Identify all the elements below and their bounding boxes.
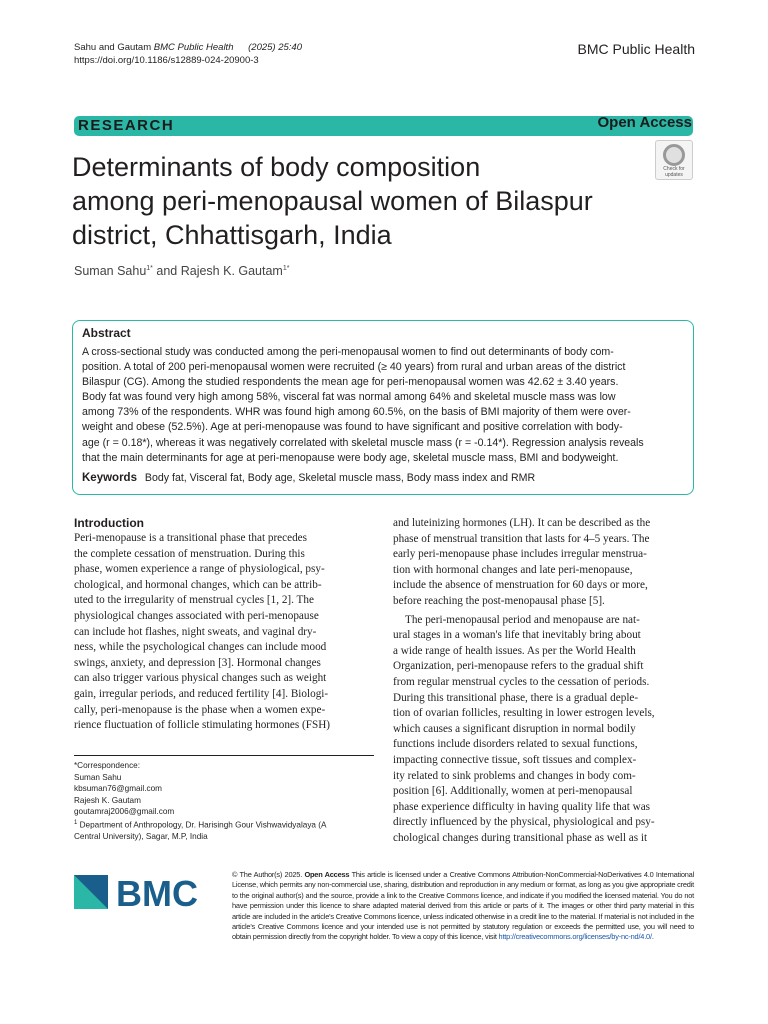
body-line: and luteinizing hormones (LH). It can be described as the [393, 517, 651, 529]
title-line: Determinants of body composition [72, 152, 481, 182]
body-line: tion of ovarian follicles, resulting in lower estrogen levels, [393, 707, 655, 720]
license-end: . [651, 932, 654, 942]
body-line: ity related to sink problems and changes in body com- [393, 769, 636, 782]
check-updates-ring [663, 144, 685, 166]
body-line: directly influenced by the physical, physiological and psy- [393, 816, 655, 829]
citation-line [74, 41, 302, 54]
abstract-line: that the main determinants for age at peri-menopause were body age, skeletal muscle mass, BMI and bodyweight. [82, 451, 619, 464]
abstract-line: Bilaspur (CG). Among the studied respondents the mean age for peri-menopausal women was 42.62 ± 3.40 years. [82, 376, 619, 389]
body-line: swings, anxiety, and depression [3]. Hormonal changes [74, 656, 321, 669]
year-volume: (2025) 25:40 [248, 42, 302, 53]
copyright-text: © The Author(s) 2025. [232, 870, 305, 879]
author-name[interactable]: Rajesh K. Gautam [180, 264, 283, 278]
abstract-line: among 73% of the respondents. WHR was found high among 60.5%, on the basis of BMI majority of them were over- [82, 406, 631, 419]
body-line: rience fluctuation of follicle stimulating hormones (FSH) [74, 719, 331, 732]
license-link[interactable]: http://creativecommons.org/licenses/by-nc-nd/4.0/ [498, 932, 652, 942]
abstract-line: position. A total of 200 peri-menopausal women were recruited (≥ 40 years) from rural and urban areas of the district [82, 361, 626, 374]
body-line: phase experience difficulty in having quality life that was [393, 800, 651, 813]
check-for-updates-icon[interactable] [655, 140, 693, 180]
keywords-label: Keywords [82, 471, 137, 484]
abstract-box [72, 320, 694, 495]
body-line: impacting connective tissue, soft tissues and complex- [393, 753, 637, 766]
article-type-label: RESEARCH [78, 117, 175, 134]
check-updates-line1: Check for [663, 166, 685, 172]
corresponding-author-name: Suman Sahu [74, 772, 122, 782]
keywords-list: Body fat, Visceral fat, Body age, Skeletal muscle mass, Body mass index and RMR [144, 471, 536, 484]
license-text: This article is licensed under a Creative Commons Attribution-NonCommercial-NoDerivatives 4.0 International License, which permits any non-commercial use, sharing, distribution and reproduction in any medium or format, as long as you give appropriate credit to the original author(s) and the source, provide a link to the Creative Commons licence, and indicate if you modified the licensed material. You do not have permission under this licence to share adapted material derived from this article or parts of it. The images or other third party material in this article are included in the article's Creative Commons licence, unless indicated otherwise in a credit line to the material. If material is not included in the article's Creative Commons licence and your intended use is not permitted by statutory regulation or exceeds the permitted use, you will need to obtain permission directly from the copyright holder. To view a copy of this licence, visit [232, 870, 694, 942]
body-line: During this transitional phase, there is a gradual deple- [393, 691, 639, 704]
introduction-heading: Introduction [74, 516, 144, 530]
abstract-text [82, 345, 684, 466]
body-line: from regular menstrual cycles to the cessation of periods. [393, 675, 650, 688]
footnote-divider [74, 755, 374, 756]
journal-title-right: BMC Public Health [577, 41, 695, 57]
authors-short: Sahu and Gautam [74, 42, 152, 53]
article-title [72, 150, 647, 252]
abstract-line: A cross-sectional study was conducted among the peri-menopausal women to find out determinants of body com- [82, 346, 614, 358]
correspondence-footnote [74, 760, 374, 843]
body-line: Organization, peri-menopause refers to the gradual shift [393, 660, 644, 673]
bmc-logo-text: BMC [116, 873, 198, 912]
body-line: cally, peri-menopause is the phase when a women expe- [74, 703, 326, 716]
body-line: phase of menstrual transition that lasts for 4–5 years. The [393, 532, 650, 545]
open-access-bold: Open Access [304, 870, 350, 879]
body-line: a wide range of health issues. As per the World Health [393, 644, 636, 657]
body-line: include the absence of menstruation for 60 days or more, [393, 579, 648, 592]
corresponding-author-email[interactable]: goutamraj2006@gmail.com [74, 807, 175, 817]
corresponding-author-name: Rajesh K. Gautam [74, 795, 141, 805]
open-access-label: Open Access [597, 114, 692, 131]
body-line: The peri-menopausal period and menopause are nat- [405, 613, 640, 626]
affiliation [74, 818, 374, 831]
body-line: ural stages in a woman's life that inevitably bring about [393, 629, 641, 642]
correspondence-label: *Correspondence: [74, 761, 140, 770]
abstract-line: Body fat was found very high among 58%, visceral fat was normal among 64% and skeletal muscle mass was low [82, 391, 616, 404]
affiliation-line: Department of Anthropology, Dr. Harisingh Gour Vishwavidyalaya (A [77, 820, 327, 830]
bmc-logo [74, 872, 214, 912]
affiliation-marker: 1 [74, 819, 78, 826]
keywords-row [82, 471, 684, 485]
abstract-line: age (r = 0.18*), whereas it was negatively correlated with skeletal muscle mass (r = -0.14*). Regression analysis reveals [82, 436, 644, 449]
corresponding-author-email[interactable]: kbsuman76@gmail.com [74, 784, 162, 794]
body-line: before reaching the post-menopausal phase [5]. [393, 594, 605, 607]
body-line: functions include disorders related to sexual functions, [393, 738, 638, 751]
doi-link[interactable]: https://doi.org/10.1186/s12889-024-20900-3 [74, 55, 259, 66]
body-line: position [6]. Additionally, women at peri-menopausal [393, 785, 633, 798]
body-line: phase, women experience a range of physiological, psy- [74, 563, 325, 576]
body-line: uted to the irregularity of menstrual cycles [1, 2]. The [74, 594, 314, 607]
author-conjunction: and [152, 264, 181, 278]
author-name[interactable]: Suman Sahu [74, 264, 147, 278]
body-line: Peri-menopause is a transitional phase that precedes [74, 532, 307, 544]
body-line: chological changes during transitional phase as well as it [393, 831, 648, 844]
journal-name: BMC Public Health [153, 42, 234, 53]
body-column-right [393, 516, 694, 846]
body-line: can include hot flashes, night sweats, and vaginal dry- [74, 625, 317, 638]
author-affiliation-marker: 1* [146, 264, 153, 272]
author-list [74, 264, 289, 278]
title-line: among peri-menopausal women of Bilaspur [72, 186, 593, 216]
check-updates-line2: updates [665, 172, 683, 178]
body-line: ness, while the psychological changes can include mood [74, 641, 327, 654]
affiliation-line: Central University), Sagar, M.P, India [74, 832, 208, 842]
title-line: district, Chhattisgarh, India [72, 220, 392, 250]
body-line: chological, and hormonal changes, which can be attrib- [74, 578, 322, 591]
body-column-left [74, 516, 374, 734]
body-line: tion with hormonal changes and late peri-menopause, [393, 563, 633, 576]
abstract-heading: Abstract [82, 326, 131, 340]
body-line: gain, irregular periods, and reduced fertility [4]. Biologi- [74, 687, 329, 700]
body-line: which causes a significant disruption in normal bodily [393, 722, 636, 735]
body-line: physiological changes associated with peri-menopause [74, 609, 319, 622]
body-line: the complete cessation of menstruation. During this [74, 547, 305, 560]
license-statement [232, 870, 694, 943]
body-line: can also trigger various physical changes such as weight [74, 672, 327, 685]
abstract-line: weight and obese (52.5%). Age at peri-menopause was found to have significant and positive correlation with body- [82, 421, 623, 434]
author-affiliation-marker: 1* [282, 264, 290, 272]
running-header [74, 41, 302, 67]
body-line: early peri-menopause phase includes irregular menstrua- [393, 548, 647, 561]
